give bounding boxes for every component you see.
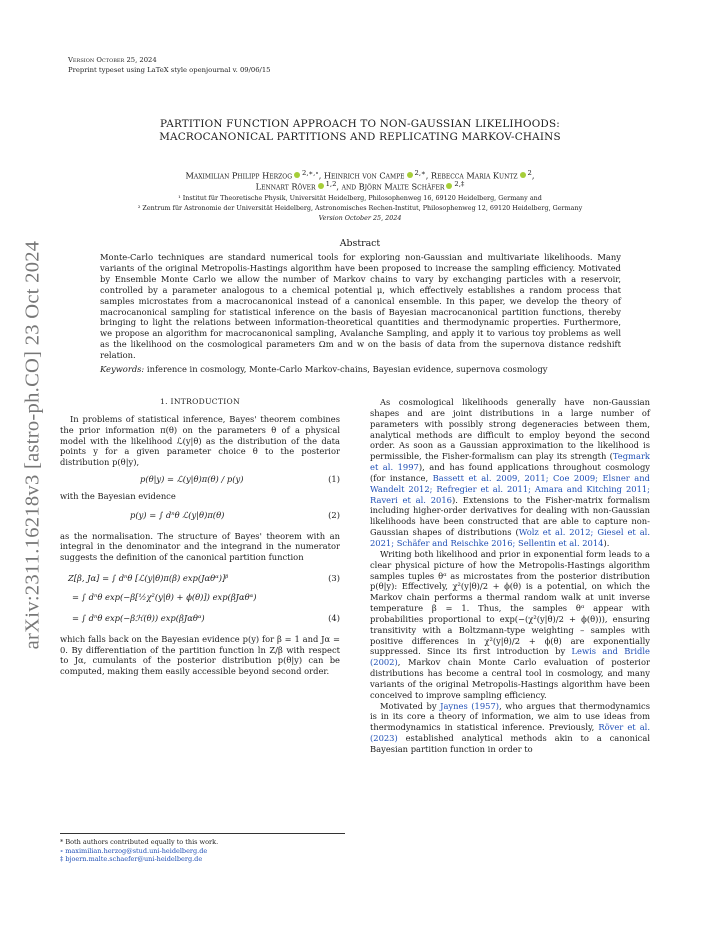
equation-3-line-2-body: = ∫ dⁿθ exp(−β[½χ²(y|θ) + ϕ(θ)]) exp(βJαθᵅ): [72, 591, 257, 602]
abstract-heading: Abstract: [339, 238, 381, 249]
orcid-icon[interactable]: [318, 183, 324, 189]
right-column: [370, 397, 650, 755]
intro-paragraph-1: In problems of statistical inference, Bayes' theorem combines the prior information π(θ) on the parameters θ of a physical model with the likelihood ℒ(y|θ) as the distribution of the data points y for a given parameter choice θ to the posterior distribution p(θ|y),: [60, 413, 340, 468]
author-name: Lennart Röver: [255, 181, 316, 192]
author-affiliation-mark: 1,2: [325, 180, 337, 188]
author-line-2: Lennart Röver $^{1,2}$, and Björn Malte Schäfer $^{2,\ddagger}$: [255, 180, 465, 192]
affiliation-version: Version October 25, 2024: [318, 214, 402, 222]
citation-link[interactable]: Lewis and Bridle (2002): [370, 646, 650, 668]
footnote-equal-contribution: * Both authors contributed equally to this work.: [60, 838, 219, 846]
equation-2-number: (2): [328, 509, 340, 520]
intro-paragraph-2: with the Bayesian evidence: [60, 490, 176, 501]
author-affiliation-mark: 2: [527, 169, 532, 177]
author-affiliation-mark: 2,∗,∘: [302, 169, 319, 177]
equation-4-body: = ∫ dⁿθ exp(−βℋ(θ)) exp(βJαθᵅ): [72, 612, 205, 623]
section-heading-introduction: 1. INTRODUCTION: [159, 397, 241, 406]
orcid-icon[interactable]: [294, 172, 300, 178]
orcid-icon[interactable]: [446, 183, 452, 189]
citation-link[interactable]: Röver et al. (2023): [370, 722, 650, 744]
footnote-rule: [60, 833, 345, 834]
footnote-email-schaefer[interactable]: ‡ bjoern.malte.schaefer@uni-heidelberg.de: [60, 855, 203, 864]
version-line: Version October 25, 2024: [68, 56, 157, 64]
affiliation-1: ¹ Institut für Theoretische Physik, Universität Heidelberg, Philosophenweg 16, 69120 Heidelberg, Germany and: [178, 194, 542, 202]
author-affiliation-mark: 2,‡: [454, 180, 465, 188]
equation-4-number: (4): [328, 612, 340, 623]
author-name: Rebecca Maria Kuntz: [430, 170, 518, 181]
keywords-text: inference in cosmology, Monte-Carlo Markov-chains, Bayesian evidence, supernova cosmology: [146, 364, 548, 374]
equation-1-body: p(θ|y) = ℒ(y|θ)π(θ) / p(y): [140, 474, 244, 485]
equation-2-body: p(y) = ∫ dⁿθ ℒ(y|θ)π(θ): [130, 509, 225, 520]
equation-1: [140, 474, 340, 485]
abstract-text: Monte-Carlo techniques are standard numerical tools for exploring non-Gaussian and multivariate likelihoods. Many variants of the original Metropolis-Hastings algorithm have been proposed to increase the sampling efficiency. Motivated by Ensemble Monte Carlo we allow the number of Markov chains to vary by exchanging particles with a reservoir, controlled by a parameter analogous to a chemical potential μ, which effectively establishes a random process that samples microstates from a macrocanonical instead of a canonical ensemble. In this paper, we develop the theory of macrocanonical sampling for statistical inference on the basis of Bayesian macrocanonical partition functions, thereby bringing to light the relations between information-theoretical quantities and thermodynamic properties. Furthermore, we propose an algorithm for macrocanonical sampling, Avalanche Sampling, and apply it to various toy problems as well as the likelihood on the cosmological parameters Ωm and w on the basis of data from the supernova distance redshift relation.: [100, 252, 621, 361]
equation-3-body: Z[β, Jα] = ∫ dⁿθ [ℒ(y|θ)π(β) exp(Jαθᵅ)]ᵝ: [68, 573, 229, 584]
citation-link[interactable]: Jaynes (1957): [440, 700, 500, 711]
author-line-1: Maximilian Philipp Herzog $^{2,∗,\circ}$, Heinrich von Campe $^{2,∗}$, Rebecca Maria Kuntz $^2$,: [185, 169, 535, 181]
author-name: Heinrich von Campe: [323, 170, 405, 181]
equation-1-number: (1): [328, 474, 340, 485]
equation-2: [130, 510, 340, 521]
right-paragraph-3: Motivated by Jaynes (1957), who argues that thermodynamics is in its core a theory of information, we aim to use ideas from thermodynamics in statistical inference. Previously, Röver et al. (2023) established analytical methods akin to a canonical Bayesian partition function in order to: [370, 700, 651, 754]
left-column: [60, 397, 340, 677]
arxiv-identifier-sidebar: [18, 230, 48, 660]
author-name: Maximilian Philipp Herzog: [185, 170, 292, 181]
affiliation-2: ² Zentrum für Astronomie der Universität Heidelberg, Astronomisches Rechen-Institut, Philosophenweg 12, 69120 Heidelberg, Germany: [137, 204, 583, 212]
citation-link[interactable]: Wolz et al. 2012; Giesel et al. 2021; Schäfer and Reischke 2016; Sellentin et al. 2014: [370, 527, 650, 548]
right-paragraph-2: Writing both likelihood and prior in exponential form leads to a clear physical picture of how the Metropolis-Hastings algorithm samples tuples θᵅ as microstates from the posterior distribution p(θ|y): Effectively, χ²(y|θ)/2 + ϕ(θ) is a potential, on which the Markov chain performs a thermal random walk at unit inverse temperature β = 1. Thus, the samples θᵅ appear with probabilities proportional to exp(−(χ²(y|θ)/2 + ϕ(θ))), ensuring transitivity with a Boltzmann-type weighting – samples with positive differences in χ²(y|θ)/2 + ϕ(θ) are exponentially suppressed. Since its first introduction by Lewis and Bridle (2002), Markov chain Monte Carlo evaluation of posterior distributions has become a central tool in cosmology, and many variants of the original Metropolis-Hastings algorithm have been conceived to improve sampling efficiency.: [370, 548, 650, 700]
intro-paragraph-3: as the normalisation. The structure of Bayes' theorem with an integral in the denominator and the integrand in the numerator suggests the definition of the canonical partition function: [60, 530, 340, 563]
arxiv-id: arXiv:2311.16218v3 [astro-ph.CO] 23 Oct 2024: [21, 240, 44, 650]
intro-paragraph-4: which falls back on the Bayesian evidence p(y) for β = 1 and Jα = 0. By differentiation of the partition function ln Z/β with respect to Jα, cumulants of the posterior distribution p(θ|y) can be computed, making them easily accessible beyond second order.: [60, 633, 340, 677]
paper-title-line-1: PARTITION FUNCTION APPROACH TO NON-GAUSSIAN LIKELIHOODS:: [160, 118, 560, 130]
orcid-icon[interactable]: [407, 172, 413, 178]
equation-4: [72, 613, 340, 624]
orcid-icon[interactable]: [520, 172, 526, 178]
keywords: [100, 364, 621, 375]
preprint-line: Preprint typeset using LaTeX style openjournal v. 09/06/15: [68, 66, 271, 74]
right-paragraph-1: As cosmological likelihoods generally have non-Gaussian shapes and are joint distributions in a large number of parameters with possibly strong degeneracies between them, analytical methods are difficult to employ beyond the second order. As soon as a Gaussian approximation to the likelihood is permissible, the Fisher-formalism can play its strength (Tegmark et al. 1997), and has found applications throughout cosmology (for instance, Bassett et al. 2009, 2011; Coe 2009; Elsner and Wandelt 2012; Refregier et al. 2011; Amara and Kitching 2011; Raveri et al. 2016). Extensions to the Fisher-matrix formalism including higher-order derivatives for dealing with non-Gaussian likelihoods have been constructed that are able to capture non-Gaussian shapes of distributions (Wolz et al. 2012; Giesel et al. 2021; Schäfer and Reischke 2016; Sellentin et al. 2014).: [370, 397, 651, 548]
author-affiliation-mark: 2,∗: [414, 169, 426, 177]
citation-link[interactable]: Bassett et al. 2009, 2011; Coe 2009; Elsner and Wandelt 2012; Refregier et al. 2011; Amara and Kitching 2011; Raveri et al. 2016: [370, 472, 650, 505]
author-name: and Björn Malte Schäfer: [341, 181, 445, 192]
citation-link[interactable]: Tegmark et al. 1997: [370, 451, 650, 473]
footnotes: [60, 838, 340, 864]
equation-3: [68, 573, 340, 584]
equation-3-line-2: [72, 592, 340, 603]
footnote-email-herzog[interactable]: ∘ maximilian.herzog@stud.uni-heidelberg.de: [60, 846, 208, 855]
keywords-label: Keywords:: [100, 364, 145, 374]
paper-title-line-2: MACROCANONICAL PARTITIONS AND REPLICATING MARKOV-CHAINS: [159, 131, 561, 143]
equation-3-number: (3): [328, 573, 340, 584]
